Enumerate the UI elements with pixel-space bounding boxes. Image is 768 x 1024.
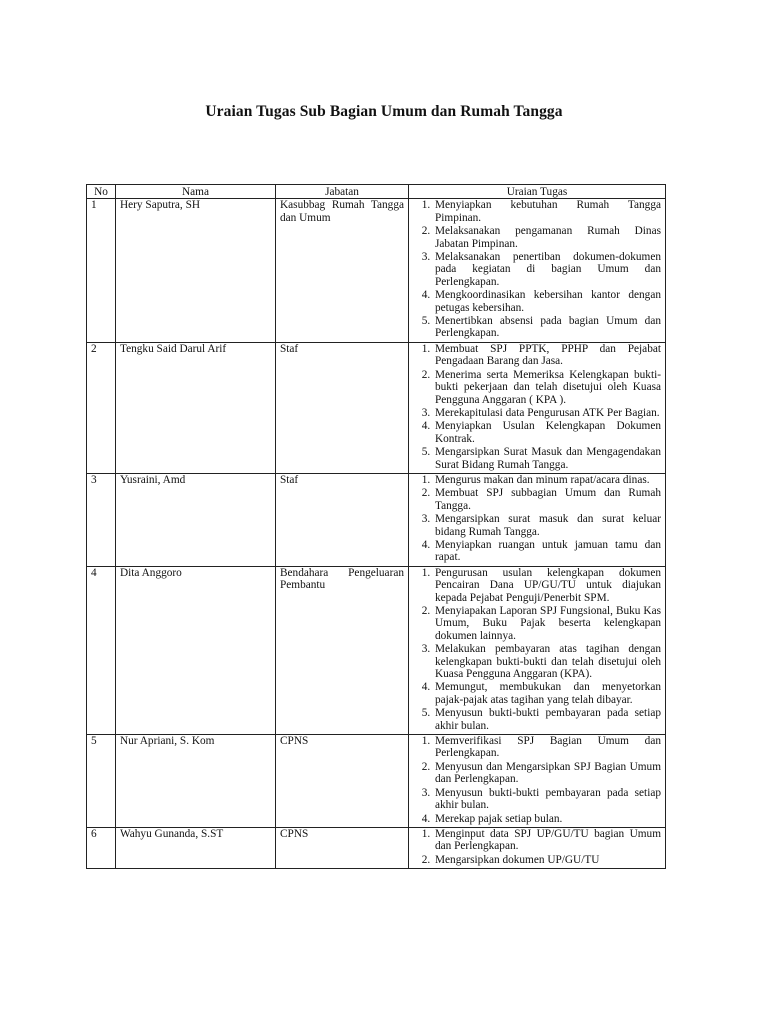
duty-cell: [409, 199, 666, 342]
row-number: 1: [87, 199, 116, 342]
employee-name: Wahyu Gunanda, S.ST: [116, 827, 276, 868]
employee-name: Yusraini, Amd: [116, 473, 276, 566]
row-number: 6: [87, 827, 116, 868]
duty-list: [413, 735, 661, 827]
duty-cell: [409, 473, 666, 566]
duty-item: 3. Melakukan pembayaran atas tagihan dengan kelengkapan bukti-bukti dan telah disetujui oleh Kuasa Pengguna Anggaran (KPA).: [433, 643, 661, 680]
employee-position: Bendahara Pengeluaran Pembantu: [276, 566, 409, 734]
header-nama: Nama: [116, 185, 276, 199]
table-row: [87, 735, 666, 828]
employee-position: Staf: [276, 342, 409, 473]
duty-item: 1. Mengurus makan dan minum rapat/acara dinas.: [433, 474, 661, 486]
duty-item: 4. Menyiapkan ruangan untuk jamuan tamu dan rapat.: [433, 539, 661, 564]
employee-position: CPNS: [276, 735, 409, 828]
duty-item: 3. Mengarsipkan surat masuk dan surat keluar bidang Rumah Tangga.: [433, 513, 661, 538]
header-no: No: [87, 185, 116, 199]
employee-name: Dita Anggoro: [116, 566, 276, 734]
row-number: 3: [87, 473, 116, 566]
duty-cell: [409, 342, 666, 473]
duty-item: 1. Memverifikasi SPJ Bagian Umum dan Perlengkapan.: [433, 735, 661, 760]
duty-cell: [409, 566, 666, 734]
row-number: 2: [87, 342, 116, 473]
duty-item: 4. Memungut, membukukan dan menyetorkan pajak-pajak atas tagihan yang telah dibayar.: [433, 681, 661, 706]
duty-item: 1. Membuat SPJ PPTK, PPHP dan Pejabat Pengadaan Barang dan Jasa.: [433, 343, 661, 368]
duty-list: [413, 343, 661, 473]
duty-item: 4. Mengkoordinasikan kebersihan kantor dengan petugas kebersihan.: [433, 289, 661, 314]
row-number: 4: [87, 566, 116, 734]
duty-list: [413, 474, 661, 566]
employee-name: Hery Saputra, SH: [116, 199, 276, 342]
duty-item: 2. Menerima serta Memeriksa Kelengkapan bukti-bukti pekerjaan dan telah disetujui oleh Kuasa Pengguna Anggaran ( KPA ).: [433, 369, 661, 406]
table-row: [87, 473, 666, 566]
duty-item: 2. Melaksanakan pengamanan Rumah Dinas Jabatan Pimpinan.: [433, 225, 661, 250]
row-number: 5: [87, 735, 116, 828]
duty-list: [413, 828, 661, 868]
duty-item: 4. Menyiapkan Usulan Kelengkapan Dokumen Kontrak.: [433, 420, 661, 445]
table-row: [87, 342, 666, 473]
duty-list: [413, 199, 661, 341]
duty-item: 2. Mengarsipkan dokumen UP/GU/TU: [433, 854, 661, 866]
header-jabatan: Jabatan: [276, 185, 409, 199]
duty-item: 2. Membuat SPJ subbagian Umum dan Rumah Tangga.: [433, 487, 661, 512]
table-row: [87, 199, 666, 342]
header-uraian-tugas: Uraian Tugas: [409, 185, 666, 199]
duty-item: 2. Menyusun dan Mengarsipkan SPJ Bagian Umum dan Perlengkapan.: [433, 761, 661, 786]
duty-item: 1. Pengurusan usulan kelengkapan dokumen Pencairan Dana UP/GU/TU untuk diajukan kepada Pejabat Penguji/Penerbit SPM.: [433, 567, 661, 604]
employee-name: Nur Apriani, S. Kom: [116, 735, 276, 828]
duty-list: [413, 567, 661, 734]
table-row: [87, 827, 666, 868]
table-body: [87, 199, 666, 869]
table-header-row: [87, 185, 666, 199]
duty-item: 1. Menginput data SPJ UP/GU/TU bagian Umum dan Perlengkapan.: [433, 828, 661, 853]
employee-position: CPNS: [276, 827, 409, 868]
duty-item: 3. Melaksanakan penertiban dokumen-dokumen pada kegiatan di bagian Umum dan Perlengkapan.: [433, 251, 661, 288]
duty-item: 5. Menyusun bukti-bukti pembayaran pada setiap akhir bulan.: [433, 707, 661, 732]
duty-item: 2. Menyiapakan Laporan SPJ Fungsional, Buku Kas Umum, Buku Pajak beserta kelengkapan dokumen lainnya.: [433, 605, 661, 642]
employee-position: Kasubbag Rumah Tangga dan Umum: [276, 199, 409, 342]
duty-item: 3. Menyusun bukti-bukti pembayaran pada setiap akhir bulan.: [433, 787, 661, 812]
duty-item: 1. Menyiapkan kebutuhan Rumah Tangga Pimpinan.: [433, 199, 661, 224]
duty-cell: [409, 827, 666, 868]
duty-item: 5. Menertibkan absensi pada bagian Umum dan Perlengkapan.: [433, 315, 661, 340]
duty-item: 5. Mengarsipkan Surat Masuk dan Mengagendakan Surat Bidang Rumah Tangga.: [433, 446, 661, 471]
table-row: [87, 566, 666, 734]
duty-item: 4. Merekap pajak setiap bulan.: [433, 813, 661, 825]
duty-cell: [409, 735, 666, 828]
employee-position: Staf: [276, 473, 409, 566]
page-title: Uraian Tugas Sub Bagian Umum dan Rumah Tangga: [205, 103, 563, 120]
employee-name: Tengku Said Darul Arif: [116, 342, 276, 473]
duty-table: [86, 184, 666, 869]
duty-item: 3. Merekapitulasi data Pengurusan ATK Per Bagian.: [433, 407, 661, 419]
